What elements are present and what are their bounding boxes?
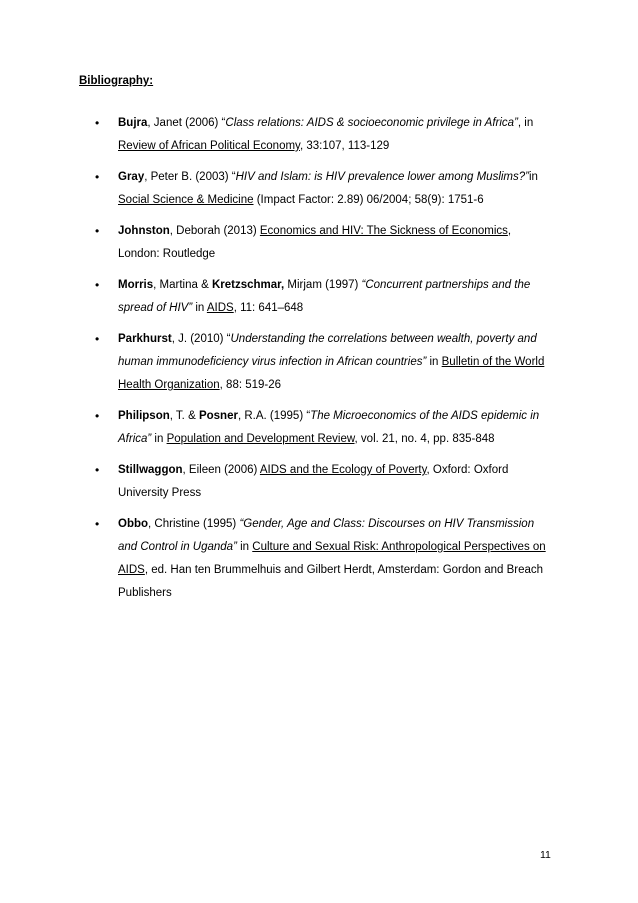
citation-text: Publishers <box>118 587 172 599</box>
author-name: Philipson <box>118 410 170 422</box>
bibliography-heading: Bibliography: <box>79 75 154 87</box>
source-title: AIDS and the Ecology of Poverty <box>259 464 427 476</box>
entry-gray <box>79 166 579 212</box>
entry-line <box>118 351 579 374</box>
entry-stillwaggon <box>79 459 579 505</box>
author-name: Stillwaggon <box>118 464 183 476</box>
citation-text: Mirjam (1997) <box>284 279 362 291</box>
work-title: human immunodeficiency virus infection in African countries” <box>118 356 427 368</box>
entry-line <box>118 328 579 351</box>
bullet-icon: • <box>95 332 100 346</box>
entry-line <box>118 274 579 297</box>
entry-parkhurst <box>79 328 579 397</box>
entry-line <box>118 166 579 189</box>
citation-text: in <box>192 302 207 314</box>
citation-text: , 11: 641–648 <box>233 302 304 314</box>
citation-text: , Christine (1995) <box>148 518 240 530</box>
entry-line <box>118 243 579 266</box>
entry-line <box>118 482 579 505</box>
source-title: Economics and HIV: The Sickness of Economics <box>259 225 508 237</box>
source-title: Culture and Sexual Risk: Anthropological Perspectives on <box>252 541 546 553</box>
citation-text: , 88: 519-26 <box>219 379 282 391</box>
work-title: “Concurrent partnerships and the <box>361 279 531 291</box>
citation-text: , Janet (2006) “ <box>147 117 226 129</box>
citation-text: , T. & <box>169 410 199 422</box>
citation-text: in <box>151 433 167 445</box>
entry-line <box>118 112 579 135</box>
work-title: spread of HIV” <box>118 302 193 314</box>
bullet-icon: • <box>95 463 100 477</box>
bullet-icon: • <box>95 409 100 423</box>
bullet-icon: • <box>95 278 100 292</box>
entry-line <box>118 189 579 212</box>
citation-text: , <box>507 225 512 237</box>
entry-line <box>118 220 579 243</box>
citation-text: , R.A. (1995) “ <box>237 410 311 422</box>
citation-text: , ed. Han ten Brummelhuis and Gilbert Herdt, Amsterdam: Gordon and Breach <box>144 564 544 576</box>
bullet-icon: • <box>95 116 100 130</box>
source-title: AIDS <box>206 302 234 314</box>
citation-text: , J. (2010) “ <box>171 333 231 345</box>
citation-text: , Deborah (2013) <box>169 225 260 237</box>
entry-line <box>118 582 579 605</box>
author-name: Johnston <box>118 225 170 237</box>
work-title: Class relations: AIDS & socioeconomic privilege in Africa” <box>225 117 518 129</box>
bullet-icon: • <box>95 224 100 238</box>
bullet-icon: • <box>95 517 100 531</box>
entry-line <box>118 559 579 582</box>
citation-text: in <box>528 171 538 183</box>
source-title: Review of African Political Economy <box>118 140 300 152</box>
entry-line <box>118 536 579 559</box>
source-title: Social Science & Medicine <box>118 194 254 206</box>
author-name: Obbo <box>118 518 149 530</box>
citation-text: , in <box>517 117 534 129</box>
author-name: Posner <box>198 410 238 422</box>
citation-text: , vol. 21, no. 4, pp. 835-848 <box>354 433 495 445</box>
entry-morris <box>79 274 579 320</box>
author-name: Bujra <box>118 117 148 129</box>
entry-obbo <box>79 513 579 605</box>
citation-text: , 33:107, 113-129 <box>299 140 390 152</box>
citation-text: , Eileen (2006) <box>182 464 260 476</box>
work-title: Understanding the correlations between wealth, poverty and <box>230 333 537 345</box>
citation-text: , Oxford: Oxford <box>426 464 509 476</box>
entry-bujra <box>79 112 579 158</box>
entry-line <box>118 297 579 320</box>
source-title: AIDS <box>118 564 145 576</box>
entry-philipson <box>79 405 579 451</box>
citation-text: , Martina & <box>153 279 212 291</box>
work-title: The Microeconomics of the AIDS epidemic in <box>310 410 540 422</box>
entry-line <box>118 374 579 397</box>
source-title: Bulletin of the World <box>441 356 545 368</box>
source-title: Population and Development Review <box>166 433 355 445</box>
work-title: and Control in Uganda” <box>118 541 237 553</box>
citation-text: in <box>426 356 442 368</box>
entry-line <box>118 459 579 482</box>
citation-text: , Peter B. (2003) “ <box>144 171 236 183</box>
work-title: Africa” <box>118 433 152 445</box>
entry-line <box>118 405 579 428</box>
citation-text: in <box>236 541 253 553</box>
author-name: Morris <box>118 279 154 291</box>
author-name: Kretzschmar, <box>211 279 285 291</box>
entry-line <box>118 135 579 158</box>
entry-line <box>118 428 579 451</box>
entry-johnston <box>79 220 579 266</box>
work-title: “Gender, Age and Class: Discourses on HIV Transmission <box>239 518 535 530</box>
author-name: Gray <box>118 171 145 183</box>
citation-text: (Impact Factor: 2.89) 06/2004; 58(9): 1751-6 <box>253 194 484 206</box>
bullet-icon: • <box>95 170 100 184</box>
entry-line <box>118 513 579 536</box>
citation-text: University Press <box>118 487 202 499</box>
source-title: Health Organization <box>118 379 220 391</box>
bibliography-list <box>79 112 579 613</box>
work-title: HIV and Islam: is HIV prevalence lower among Muslims?” <box>235 171 529 183</box>
author-name: Parkhurst <box>118 333 172 345</box>
page-number: 11 <box>540 849 551 861</box>
citation-text: London: Routledge <box>118 248 216 260</box>
